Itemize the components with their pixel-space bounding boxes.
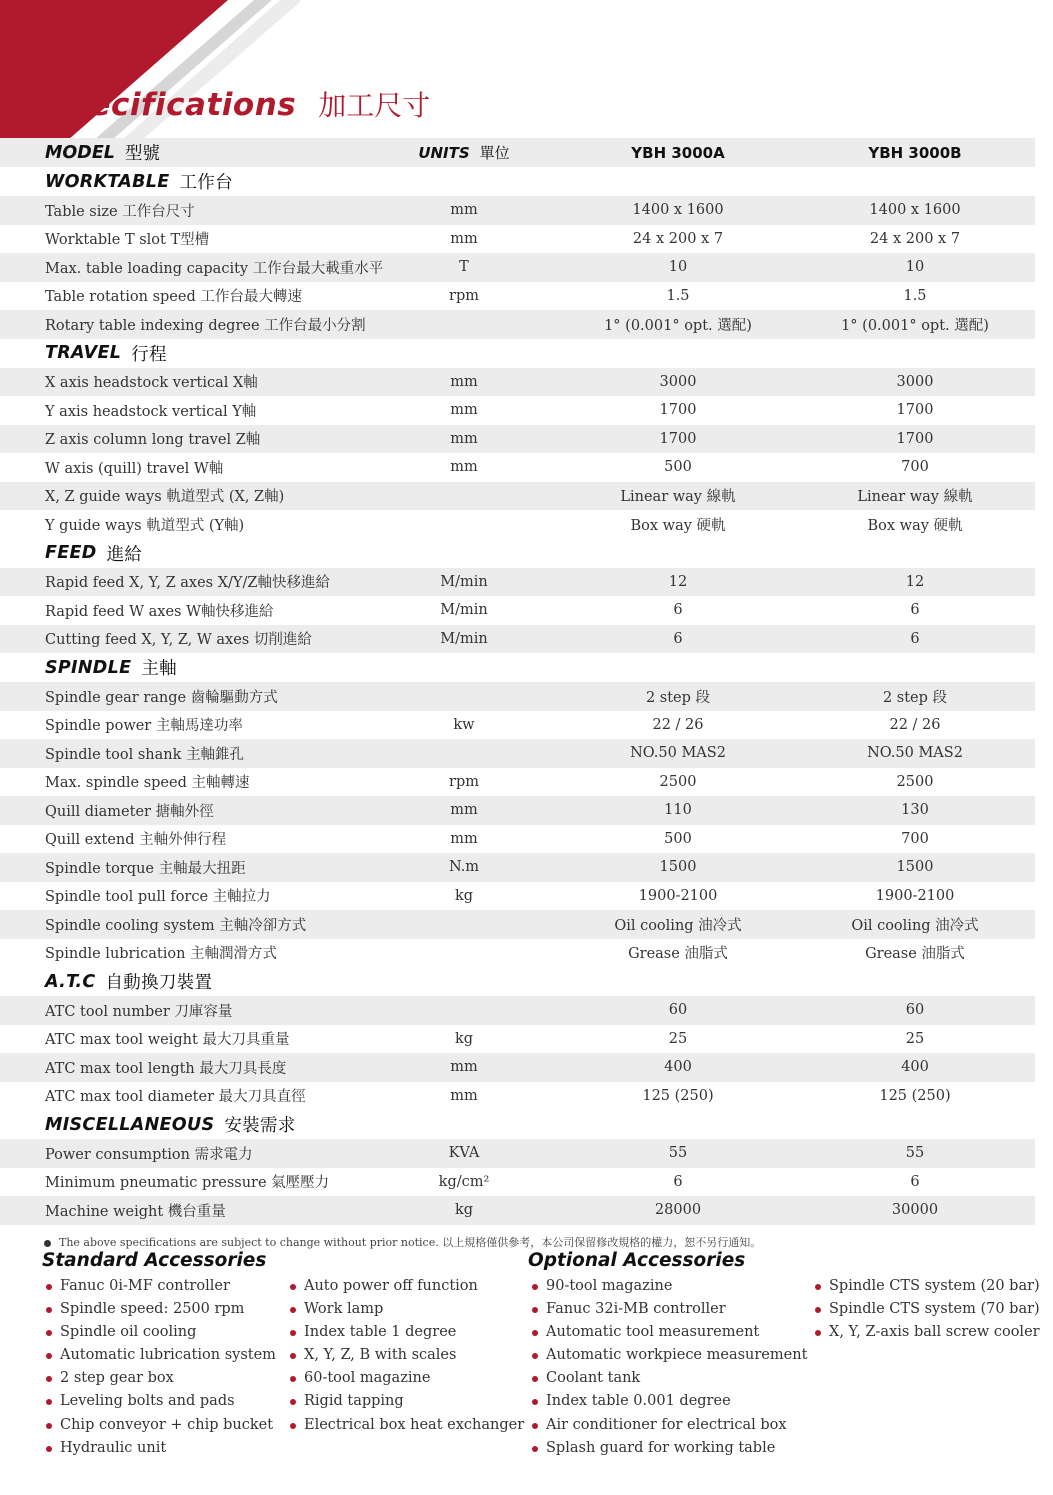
spec-unit bbox=[405, 939, 523, 968]
spec-table bbox=[0, 138, 1035, 1225]
accessory-item: Auto power off function bbox=[288, 1275, 524, 1298]
section-title bbox=[45, 1110, 296, 1139]
spec-unit: mm bbox=[450, 1087, 478, 1104]
spec-row bbox=[0, 282, 1035, 311]
section-header-row bbox=[0, 967, 1035, 996]
spec-value-a: NO.50 MAS2 bbox=[630, 745, 726, 762]
spec-value-b: 6 bbox=[910, 602, 920, 619]
spec-row bbox=[0, 568, 1035, 597]
spec-value-a: 2500 bbox=[659, 773, 697, 790]
spec-row bbox=[0, 1082, 1035, 1111]
accessory-item: X, Y, Z-axis ball screw cooler bbox=[813, 1321, 1040, 1344]
spec-value-b: 1° (0.001° opt. 選配) bbox=[841, 317, 989, 334]
spec-value-a: 125 (250) bbox=[642, 1087, 714, 1104]
spec-value-b: 6 bbox=[910, 630, 920, 647]
spec-row bbox=[0, 853, 1035, 882]
accessory-item: Automatic lubrication system bbox=[44, 1344, 276, 1367]
spec-value-b: Oil cooling 油冷式 bbox=[851, 917, 979, 934]
spec-unit bbox=[405, 996, 523, 1025]
section-header-row bbox=[0, 1110, 1035, 1139]
accessory-item: Coolant tank bbox=[530, 1367, 807, 1390]
section-title-zh: 進給 bbox=[106, 544, 143, 565]
spec-value-a: 110 bbox=[664, 802, 692, 819]
spec-row bbox=[0, 482, 1035, 511]
spec-row bbox=[0, 1053, 1035, 1082]
section-title-zh: 主軸 bbox=[141, 659, 177, 679]
model-a-header: YBH 3000A bbox=[631, 143, 725, 162]
spec-value-a: 500 bbox=[664, 830, 692, 847]
accessory-item: Automatic tool measurement bbox=[530, 1321, 807, 1344]
spec-label: Spindle cooling system 主軸冷卻方式 bbox=[45, 917, 307, 934]
spec-unit: KVA bbox=[448, 1145, 480, 1162]
spec-row bbox=[0, 510, 1035, 539]
section-title-en: A.T.C bbox=[45, 971, 96, 992]
spec-unit: rpm bbox=[449, 287, 479, 304]
spec-label: Minimum pneumatic pressure 氣壓壓力 bbox=[45, 1175, 330, 1192]
spec-unit: M/min bbox=[440, 602, 488, 619]
spec-value-b: 1700 bbox=[896, 430, 934, 447]
spec-value-a: 1.5 bbox=[666, 287, 690, 304]
page-title bbox=[44, 84, 430, 132]
spec-value-a: 12 bbox=[668, 573, 688, 590]
spec-value-b: 700 bbox=[901, 830, 929, 847]
spec-header-row bbox=[0, 138, 1035, 167]
spec-value-a: Linear way 線軌 bbox=[620, 489, 736, 506]
accessory-item: Spindle oil cooling bbox=[44, 1321, 276, 1344]
spec-row bbox=[0, 596, 1035, 625]
spec-label: Quill extend 主軸外伸行程 bbox=[45, 832, 227, 849]
disclaimer-note bbox=[44, 1234, 761, 1250]
accessory-item: Fanuc 0i-MF controller bbox=[44, 1275, 276, 1298]
spec-row bbox=[0, 453, 1035, 482]
spec-value-b: 130 bbox=[901, 802, 929, 819]
accessory-item: Automatic workpiece measurement bbox=[530, 1344, 807, 1367]
spec-value-a: Oil cooling 油冷式 bbox=[614, 917, 742, 934]
spec-value-b: 700 bbox=[901, 459, 929, 476]
spec-label: Quill diameter 搪軸外徑 bbox=[45, 803, 214, 820]
model-header bbox=[45, 138, 160, 167]
spec-value-b: 125 (250) bbox=[879, 1087, 951, 1104]
spec-value-a: 10 bbox=[668, 259, 688, 276]
spec-value-a: 500 bbox=[664, 459, 692, 476]
spec-value-a: 400 bbox=[664, 1059, 692, 1076]
spec-label: Max. table loading capacity 工作台最大載重水平 bbox=[45, 260, 384, 277]
spec-unit: T bbox=[459, 259, 469, 276]
section-header-row bbox=[0, 339, 1035, 368]
spec-label: Spindle power 主軸馬達功率 bbox=[45, 718, 243, 735]
spec-value-a: 1900-2100 bbox=[638, 887, 718, 904]
spec-unit bbox=[405, 310, 523, 339]
spec-label: Cutting feed X, Y, Z, W axes 切削進給 bbox=[45, 632, 312, 649]
spec-value-a: 1500 bbox=[659, 859, 697, 876]
optional-accessories-list-1 bbox=[530, 1275, 807, 1460]
spec-value-a: 22 / 26 bbox=[652, 716, 704, 733]
accessory-item: Leveling bolts and pads bbox=[44, 1390, 276, 1413]
spec-row bbox=[0, 310, 1035, 339]
spec-row bbox=[0, 425, 1035, 454]
spec-label: X, Z guide ways 軌道型式 (X, Z軸) bbox=[45, 489, 285, 506]
section-title-zh: 行程 bbox=[131, 344, 167, 365]
section-header-row bbox=[0, 539, 1035, 568]
spec-value-a: 6 bbox=[673, 1173, 683, 1190]
standard-accessories-list-1 bbox=[44, 1275, 276, 1460]
spec-value-a: 1400 x 1600 bbox=[632, 202, 724, 219]
spec-row bbox=[0, 996, 1035, 1025]
spec-value-a: 6 bbox=[673, 630, 683, 647]
spec-value-a: 28000 bbox=[654, 1202, 702, 1219]
section-title bbox=[45, 967, 212, 996]
spec-value-b: 60 bbox=[905, 1002, 925, 1019]
accessory-item: Air conditioner for electrical box bbox=[530, 1414, 807, 1437]
spec-unit: mm bbox=[450, 430, 478, 447]
section-title-en: MISCELLANEOUS bbox=[45, 1114, 215, 1135]
section-title-en: TRAVEL bbox=[45, 343, 122, 363]
accessory-item: X, Y, Z, B with scales bbox=[288, 1344, 524, 1367]
spec-value-b: 1900-2100 bbox=[875, 887, 955, 904]
section-title-zh: 安裝需求 bbox=[224, 1116, 296, 1136]
spec-row bbox=[0, 196, 1035, 225]
spec-label: Spindle torque 主軸最大扭距 bbox=[45, 860, 246, 877]
spec-row bbox=[0, 910, 1035, 939]
spec-unit bbox=[405, 739, 523, 768]
spec-label: Spindle tool shank 主軸錐孔 bbox=[45, 746, 244, 763]
spec-row bbox=[0, 1025, 1035, 1054]
accessory-item: Electrical box heat exchanger bbox=[288, 1414, 524, 1437]
spec-value-b: 1400 x 1600 bbox=[869, 202, 961, 219]
accessory-item: Spindle speed: 2500 rpm bbox=[44, 1298, 276, 1321]
spec-label: Worktable T slot T型槽 bbox=[45, 232, 210, 249]
spec-row bbox=[0, 739, 1035, 768]
spec-row bbox=[0, 1196, 1035, 1225]
spec-row bbox=[0, 768, 1035, 797]
spec-row bbox=[0, 225, 1035, 254]
spec-row bbox=[0, 396, 1035, 425]
spec-value-b: 25 bbox=[905, 1030, 925, 1047]
spec-row bbox=[0, 939, 1035, 968]
accessory-item: Index table 0.001 degree bbox=[530, 1390, 807, 1413]
accessory-item: Splash guard for working table bbox=[530, 1437, 807, 1460]
spec-unit: mm bbox=[450, 1059, 478, 1076]
spec-value-b: Linear way 線軌 bbox=[857, 489, 973, 506]
spec-value-a: 24 x 200 x 7 bbox=[632, 230, 724, 247]
spec-unit bbox=[405, 682, 523, 711]
accessory-item: Chip conveyor + chip bucket bbox=[44, 1414, 276, 1437]
spec-value-a: Grease 油脂式 bbox=[628, 946, 728, 963]
spec-unit: M/min bbox=[440, 573, 488, 590]
spec-value-b: 400 bbox=[901, 1059, 929, 1076]
spec-value-b: 2 step 段 bbox=[882, 689, 948, 706]
spec-label: Table rotation speed 工作台最大轉速 bbox=[45, 289, 302, 306]
spec-label: ATC tool number 刀庫容量 bbox=[45, 1003, 233, 1020]
spec-value-b: Grease 油脂式 bbox=[865, 946, 965, 963]
spec-value-b: 55 bbox=[905, 1145, 925, 1162]
spec-label: Table size 工作台尺寸 bbox=[45, 203, 195, 220]
spec-unit: M/min bbox=[440, 630, 488, 647]
spec-label: W axis (quill) travel W軸 bbox=[45, 460, 224, 477]
bullet-icon bbox=[44, 1240, 51, 1247]
spec-value-b: 3000 bbox=[896, 373, 934, 390]
section-title-en: WORKTABLE bbox=[45, 171, 170, 192]
spec-label: ATC max tool weight 最大刀具重量 bbox=[45, 1032, 290, 1049]
spec-label: Y axis headstock vertical Y軸 bbox=[45, 403, 257, 420]
spec-value-b: 1.5 bbox=[903, 287, 927, 304]
section-title-en: FEED bbox=[45, 543, 97, 563]
spec-unit: rpm bbox=[449, 773, 479, 790]
spec-value-a: 55 bbox=[668, 1145, 688, 1162]
spec-value-b: 10 bbox=[905, 259, 925, 276]
accessory-item: 2 step gear box bbox=[44, 1367, 276, 1390]
accessory-item: Hydraulic unit bbox=[44, 1437, 276, 1460]
accessory-item: Rigid tapping bbox=[288, 1390, 524, 1413]
spec-unit: mm bbox=[450, 373, 478, 390]
spec-unit bbox=[405, 482, 523, 511]
section-title-zh: 工作台 bbox=[179, 173, 233, 193]
spec-value-b: 24 x 200 x 7 bbox=[869, 230, 961, 247]
standard-accessories-list-2 bbox=[288, 1275, 524, 1437]
section-title bbox=[45, 653, 177, 682]
spec-unit bbox=[405, 510, 523, 539]
accessory-item: 60-tool magazine bbox=[288, 1367, 524, 1390]
spec-unit: kw bbox=[453, 716, 475, 733]
spec-unit bbox=[405, 910, 523, 939]
spec-unit: N.m bbox=[448, 859, 480, 876]
section-title bbox=[45, 167, 233, 196]
spec-row bbox=[0, 825, 1035, 854]
optional-accessories-title: Optional Accessories bbox=[528, 1250, 746, 1271]
spec-value-b: 12 bbox=[905, 573, 925, 590]
section-header-row bbox=[0, 653, 1035, 682]
spec-unit: kg bbox=[454, 1202, 474, 1219]
spec-value-a: 1° (0.001° opt. 選配) bbox=[604, 317, 752, 334]
accessory-item: Index table 1 degree bbox=[288, 1321, 524, 1344]
title-chinese: 加工尺寸 bbox=[318, 89, 431, 122]
section-title-zh: 自動換刀裝置 bbox=[105, 973, 213, 993]
spec-value-b: 30000 bbox=[891, 1202, 939, 1219]
spec-row bbox=[0, 625, 1035, 654]
accessory-item: Spindle CTS system (70 bar) bbox=[813, 1298, 1040, 1321]
spec-unit: mm bbox=[450, 459, 478, 476]
spec-unit: mm bbox=[450, 402, 478, 419]
optional-accessories-list-2 bbox=[813, 1275, 1040, 1344]
spec-label: Spindle gear range 齒輪驅動方式 bbox=[45, 689, 278, 706]
title-english: Specifications bbox=[44, 87, 297, 123]
spec-value-b: NO.50 MAS2 bbox=[867, 745, 963, 762]
spec-row bbox=[0, 368, 1035, 397]
spec-value-a: 1700 bbox=[659, 430, 697, 447]
spec-label: Machine weight 機台重量 bbox=[45, 1203, 226, 1220]
spec-row bbox=[0, 796, 1035, 825]
spec-value-b: 2500 bbox=[896, 773, 934, 790]
spec-value-a: Box way 硬軌 bbox=[630, 517, 726, 534]
spec-row bbox=[0, 711, 1035, 740]
accessory-item: Work lamp bbox=[288, 1298, 524, 1321]
section-title-en: SPINDLE bbox=[45, 657, 132, 678]
spec-value-b: 1700 bbox=[896, 402, 934, 419]
spec-label: Rapid feed W axes W軸快移進給 bbox=[45, 603, 274, 620]
spec-row bbox=[0, 682, 1035, 711]
spec-value-a: 25 bbox=[668, 1030, 688, 1047]
spec-label: ATC max tool diameter 最大刀具直徑 bbox=[45, 1089, 306, 1106]
spec-unit: kg bbox=[454, 1030, 474, 1047]
spec-value-a: 60 bbox=[668, 1002, 688, 1019]
spec-label: Y guide ways 軌道型式 (Y軸) bbox=[45, 517, 245, 534]
model-header-en: MODEL bbox=[45, 142, 115, 163]
section-title bbox=[45, 339, 167, 368]
model-b-header: YBH 3000B bbox=[868, 143, 962, 162]
spec-unit: mm bbox=[450, 202, 478, 219]
spec-row bbox=[0, 882, 1035, 911]
spec-label: ATC max tool length 最大刀具長度 bbox=[45, 1060, 287, 1077]
accessory-item: Spindle CTS system (20 bar) bbox=[813, 1275, 1040, 1298]
spec-label: Spindle tool pull force 主軸拉力 bbox=[45, 889, 271, 906]
spec-label: Max. spindle speed 主軸轉速 bbox=[45, 775, 250, 792]
standard-accessories-title: Standard Accessories bbox=[42, 1250, 267, 1271]
spec-value-b: 6 bbox=[910, 1173, 920, 1190]
spec-label: Z axis column long travel Z軸 bbox=[45, 432, 261, 449]
spec-value-a: 1700 bbox=[659, 402, 697, 419]
spec-label: Rapid feed X, Y, Z axes X/Y/Z軸快移進給 bbox=[45, 575, 330, 592]
spec-value-a: 3000 bbox=[659, 373, 697, 390]
spec-value-a: 2 step 段 bbox=[645, 689, 711, 706]
section-header-row bbox=[0, 167, 1035, 196]
spec-row bbox=[0, 1139, 1035, 1168]
model-header-zh: 型號 bbox=[124, 144, 160, 164]
spec-unit: kg/cm² bbox=[438, 1173, 490, 1190]
disclaimer-text: The above specifications are subject to change without prior notice. 以上規格僅供參考，本公司保留修改規格的權力，恕不另行通知。 bbox=[59, 1236, 762, 1249]
spec-unit: mm bbox=[450, 802, 478, 819]
units-header bbox=[405, 138, 523, 167]
spec-value-b: 1500 bbox=[896, 859, 934, 876]
spec-row bbox=[0, 253, 1035, 282]
spec-label: Spindle lubrication 主軸潤滑方式 bbox=[45, 946, 278, 963]
spec-unit: kg bbox=[454, 887, 474, 904]
accessory-item: 90-tool magazine bbox=[530, 1275, 807, 1298]
units-header-en: UNITS bbox=[418, 143, 470, 162]
spec-row bbox=[0, 1168, 1035, 1197]
spec-unit: mm bbox=[450, 230, 478, 247]
accessory-item: Fanuc 32i-MB controller bbox=[530, 1298, 807, 1321]
spec-label: Power consumption 需求電力 bbox=[45, 1146, 253, 1163]
spec-unit: mm bbox=[450, 830, 478, 847]
spec-value-b: 22 / 26 bbox=[889, 716, 941, 733]
spec-label: X axis headstock vertical X軸 bbox=[45, 375, 258, 392]
spec-value-a: 6 bbox=[673, 602, 683, 619]
spec-value-b: Box way 硬軌 bbox=[867, 517, 963, 534]
section-title bbox=[45, 539, 142, 568]
units-header-zh: 單位 bbox=[479, 144, 510, 162]
spec-label: Rotary table indexing degree 工作台最小分割 bbox=[45, 317, 366, 334]
